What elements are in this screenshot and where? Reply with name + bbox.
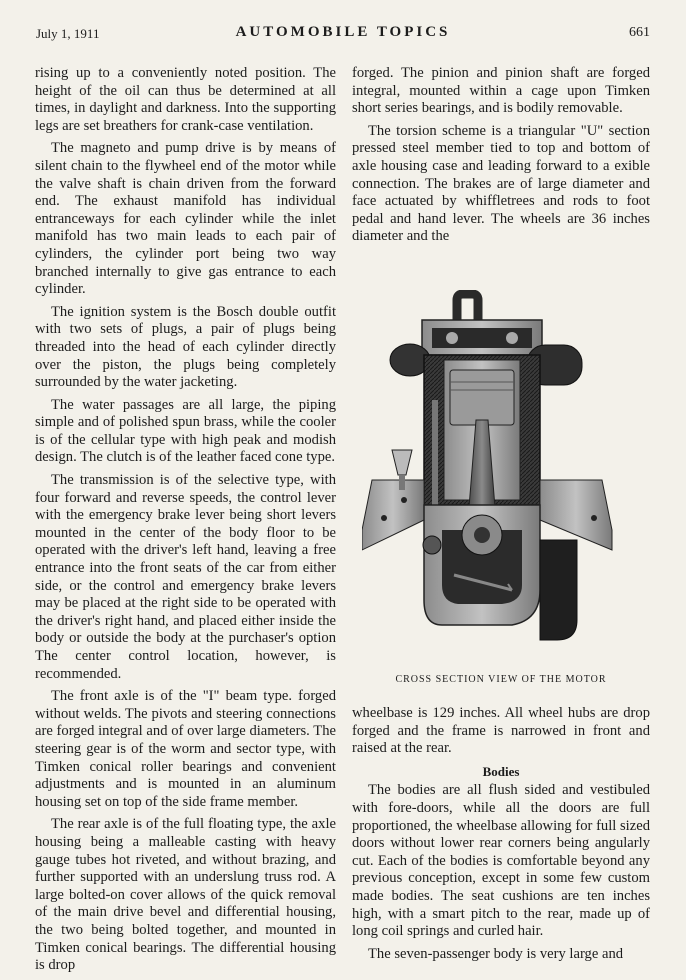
paragraph: The front axle is of the "I" beam type. forged without welds. The pivots and steering connections are forged integral and of over large diameters. The steering gear is of the worm and sector type, with Timken conical roller bearings and convenient adjustments and is mounted in an aluminum housing set on top of the side frame member. <box>35 688 336 810</box>
right-column-bottom <box>352 705 650 963</box>
paragraph: The transmission is of the selective type, with four forward and reverse speeds, the control lever with the emergency brake lever being short levers mounted in the center of the body floor to be operated with the driver's left hand, leaving a free entrance into the front seats of the car from either side, or the control and emergency brake levers may be placed at the right side to be operated with the driver's right hand, and placed either inside the body or outside the body at the purchaser's option The center control location, however, is recommended. <box>35 472 336 682</box>
paragraph: The water passages are all large, the piping simple and of polished spun brass, while the cooler is of the cellular type with high peak and modish design. The clutch is of the leather faced cone type. <box>35 396 336 466</box>
paragraph: rising up to a conveniently noted position. The height of the oil can thus be determined at all times, in daylight and darkness. Into the supporting legs are set breathers for crank-case ventilation. <box>35 65 336 134</box>
page-header <box>36 24 650 46</box>
paragraph: The torsion scheme is a triangular "U" section pressed steel member tied to top and bottom of axle housing case and leading forward to a exible connection. The brakes are of large diameter and face actuated by whiffletrees and rods to foot pedal and hand lever. The wheels are 36 inches diameter and the <box>352 122 650 245</box>
section-heading: Bodies <box>482 763 520 779</box>
header-page-number: 661 <box>629 25 650 40</box>
paragraph: The ignition system is the Bosch double outfit with two sets of plugs, a pair of plugs being threaded into the head of each cylinder directly over the piston, the plugs being completely surrounded by the water jacketing. <box>35 303 336 391</box>
left-column <box>35 65 336 975</box>
figure-caption: CROSS SECTION VIEW OF THE MOTOR <box>395 674 607 685</box>
paragraph: The magneto and pump drive is by means of silent chain to the flywheel end of the motor while the valve shaft is chain driven from the forward end. The exhaust manifold has individual entranceways for each cylinder while the inlet manifold has two main leads to each pair of cylinders, the cylinder port being two way branched internally to give gas entrance to each cylinder. <box>35 140 336 298</box>
motor-illustration <box>362 290 647 655</box>
paragraph: wheelbase is 129 inches. All wheel hubs are drop forged and the frame is narrowed in front and raised at the rear. <box>352 705 650 757</box>
motor-cross-section-image <box>362 290 647 655</box>
header-date: July 1, 1911 <box>36 26 100 41</box>
right-column-top <box>352 65 650 246</box>
header-title: AUTOMOBILE TOPICS <box>235 24 451 40</box>
paragraph: The seven-passenger body is very large and <box>368 945 624 962</box>
paragraph: The bodies are all flush sided and vestibuled with fore-doors, while all the doors are full proportioned, the wheelbase allowing for full sized doors without lower rear corners being angularly cut. Each of the bodies is comfortable beyond any previous conception, except in some few custom made bodies. The seat cushions are ten inches high, with a smart pitch to the rear, made up of long coil springs and curled hair. <box>352 782 650 940</box>
paragraph: forged. The pinion and pinion shaft are forged integral, mounted within a cage upon Timken short series bearings, and is bodily removable. <box>352 65 650 117</box>
paragraph: The rear axle is of the full floating type, the axle housing being a malleable casting with heavy gauge tubes hot riveted, and without brazing, and further supported with an underslung truss rod. A large bolted-on cover allows of the quick removal of the main drive bevel and differential housing, the two being bolted together, and mounted in Timken conical bearings. The differential housing is drop <box>35 816 336 974</box>
